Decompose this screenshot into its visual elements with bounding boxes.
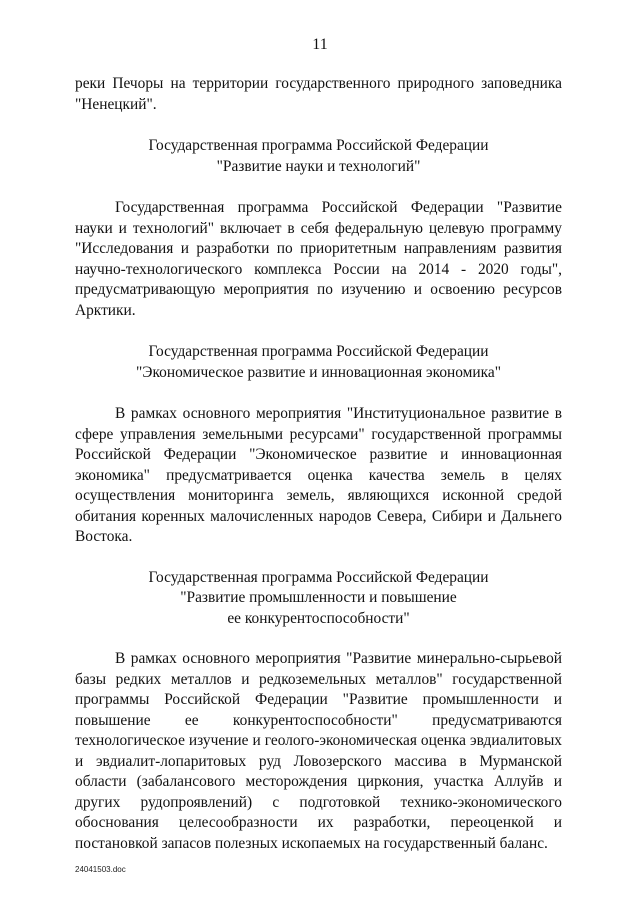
section-2-heading-line1: Государственная программа Российской Федерации bbox=[148, 343, 489, 360]
document-body bbox=[75, 74, 562, 854]
section-3-heading-line3: ее конкурентоспособности" bbox=[227, 609, 410, 627]
section-3-body: В рамках основного мероприятия "Развитие минерально-сырьевой базы редких металлов и редкоземельных металлов" государственной программы Российской Федерации "Развитие промышленности и повышение ее конкурентоспособности" предусматриваются технологическое изучение и геолого-экономическая оценка эвдиалитовых и эвдиалит-лопаритовых руд Ловозерского массива в Мурманской области (забалансового месторождения циркония, участка Аллуйв и других рудопроявлений) с подготовкой технико-экономического обоснования целесообразности их разработки, переоценкой и постановкой запасов полезных ископаемых на государственный баланс. bbox=[75, 650, 562, 852]
page-number: 11 bbox=[312, 36, 328, 53]
section-1-heading-line1: Государственная программа Российской Федерации bbox=[148, 137, 489, 154]
section-3-heading-line1: Государственная программа Российской Федерации bbox=[148, 568, 489, 586]
section-2-body: В рамках основного мероприятия "Институциональное развитие в сфере управления земельными ресурсами" государственной программы Российской Федерации "Экономическое развитие и инновационная экономика" предусматривается оценка качества земель в целях осуществления мониторинга земель, являющихся исконной средой обитания коренных малочисленных народов Севера, Сибири и Дальнего Востока. bbox=[75, 405, 562, 545]
section-2-heading-line2: "Экономическое развитие и инновационная экономика" bbox=[136, 363, 501, 381]
section-1-heading-line2: "Развитие науки и технологий" bbox=[216, 157, 421, 175]
intro-paragraph: реки Печоры на территории государственного природного заповедника "Ненецкий". bbox=[75, 75, 562, 113]
section-1-body: Государственная программа Российской Федерации "Развитие науки и технологий" включает в себя федеральную целевую программу "Исследования и разработки по приоритетным направлениям развития научно-технологического комплекса России на 2014 - 2020 годы", предусматривающую мероприятия по изучению и освоению ресурсов Арктики. bbox=[75, 199, 562, 319]
footer-file-code: 24041503.doc bbox=[75, 865, 126, 874]
section-3-heading-line2: "Развитие промышленности и повышение bbox=[180, 589, 457, 606]
